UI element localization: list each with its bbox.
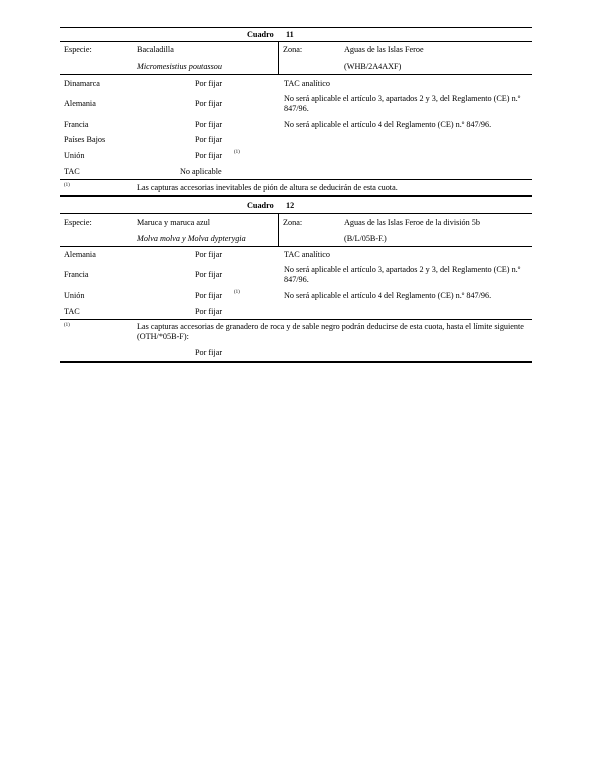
table11-caption-number: 11 xyxy=(286,30,294,39)
table12-footnote-mark: (1) xyxy=(64,323,70,328)
table11-footnote-text: Las capturas accesorias inevitables de pión de altura se deducirán de esta cuota. xyxy=(137,183,398,192)
table-row-value: Por fijar xyxy=(195,291,223,300)
table11-zona-label: Zona: xyxy=(283,45,303,54)
table-row-country: Alemania xyxy=(64,250,96,259)
table-row-note: TAC analítico xyxy=(284,79,330,88)
table11-header-divider xyxy=(278,41,279,74)
table11-header-rule xyxy=(60,41,532,42)
table11-species-name: Bacaladilla xyxy=(137,45,174,54)
table-row-note: No será aplicable el artículo 3, apartados 2 y 3, del Reglamento (CE) n.º 847/96. xyxy=(284,265,521,284)
table-row-value: Por fijar xyxy=(195,135,223,144)
table-row-country: Unión xyxy=(64,151,85,160)
table-row-country: Francia xyxy=(64,270,89,279)
table-row-value: Por fijar xyxy=(195,270,223,279)
table11-zone-name: Aguas de las Islas Feroe xyxy=(344,45,424,54)
table12-bottom-rule xyxy=(60,361,532,363)
table12-header-rule xyxy=(60,213,532,214)
table-row-value: Por fijar xyxy=(195,120,223,129)
table12-zone-code: (B/L/05B-F.) xyxy=(344,234,387,243)
table12-caption-label: Cuadro xyxy=(247,201,274,210)
footnote-marker: (1) xyxy=(234,290,240,295)
table11-especie-label: Especie: xyxy=(64,45,92,54)
table12-species-name: Maruca y maruca azul xyxy=(137,218,210,227)
table11-zone-code: (WHB/2A4AXF) xyxy=(344,62,402,71)
table11-footnote-rule xyxy=(60,179,532,180)
table-row-country: Países Bajos xyxy=(64,135,106,144)
table11-bottom-rule xyxy=(60,195,532,197)
table-row-value: Por fijar xyxy=(195,250,223,259)
table-row-country: Unión xyxy=(64,291,85,300)
table12-footnote-text: Las capturas accesorias de granadero de roca y de sable negro podrán deducirse de esta cuota, hasta el límite siguiente (OTH/*05B-F): xyxy=(137,322,524,341)
table-row-value: Por fijar xyxy=(195,79,223,88)
table12-header-divider xyxy=(278,213,279,246)
table11-species-rule xyxy=(60,74,532,75)
table-row-note: No será aplicable el artículo 4 del Reglamento (CE) n.º 847/96. xyxy=(284,120,492,129)
table11-top-rule xyxy=(60,27,532,28)
table12-especie-label: Especie: xyxy=(64,218,92,227)
table-row-country: Alemania xyxy=(64,99,96,108)
table-row-value: Por fijar xyxy=(195,307,223,316)
table-row-country: TAC xyxy=(64,307,80,316)
table12-zona-label: Zona: xyxy=(283,218,303,227)
table12-footnote-value: Por fijar xyxy=(195,348,223,357)
table11-caption-label: Cuadro xyxy=(247,30,274,39)
table-row-note: TAC analítico xyxy=(284,250,330,259)
table-row-value: Por fijar xyxy=(195,151,223,160)
table12-species-latin: Molva molva y Molva dypterygia xyxy=(137,234,246,243)
table12-species-rule xyxy=(60,246,532,247)
table-row-value: No aplicable xyxy=(180,167,222,176)
table12-caption-number: 12 xyxy=(286,201,295,210)
table-row-value: Por fijar xyxy=(195,99,223,108)
table-row-note: No será aplicable el artículo 4 del Reglamento (CE) n.º 847/96. xyxy=(284,291,492,300)
table-row-country: Dinamarca xyxy=(64,79,100,88)
table12-footnote-rule xyxy=(60,319,532,320)
table11-species-latin: Micromesistius poutassou xyxy=(137,62,222,71)
table11-footnote-mark: (1) xyxy=(64,183,70,188)
table-row-country: Francia xyxy=(64,120,89,129)
footnote-marker: (1) xyxy=(234,150,240,155)
table-row-country: TAC xyxy=(64,167,80,176)
table12-zone-name: Aguas de las Islas Feroe de la división 5b xyxy=(344,218,480,227)
table-row-note: No será aplicable el artículo 3, apartados 2 y 3, del Reglamento (CE) n.º 847/96. xyxy=(284,94,521,113)
